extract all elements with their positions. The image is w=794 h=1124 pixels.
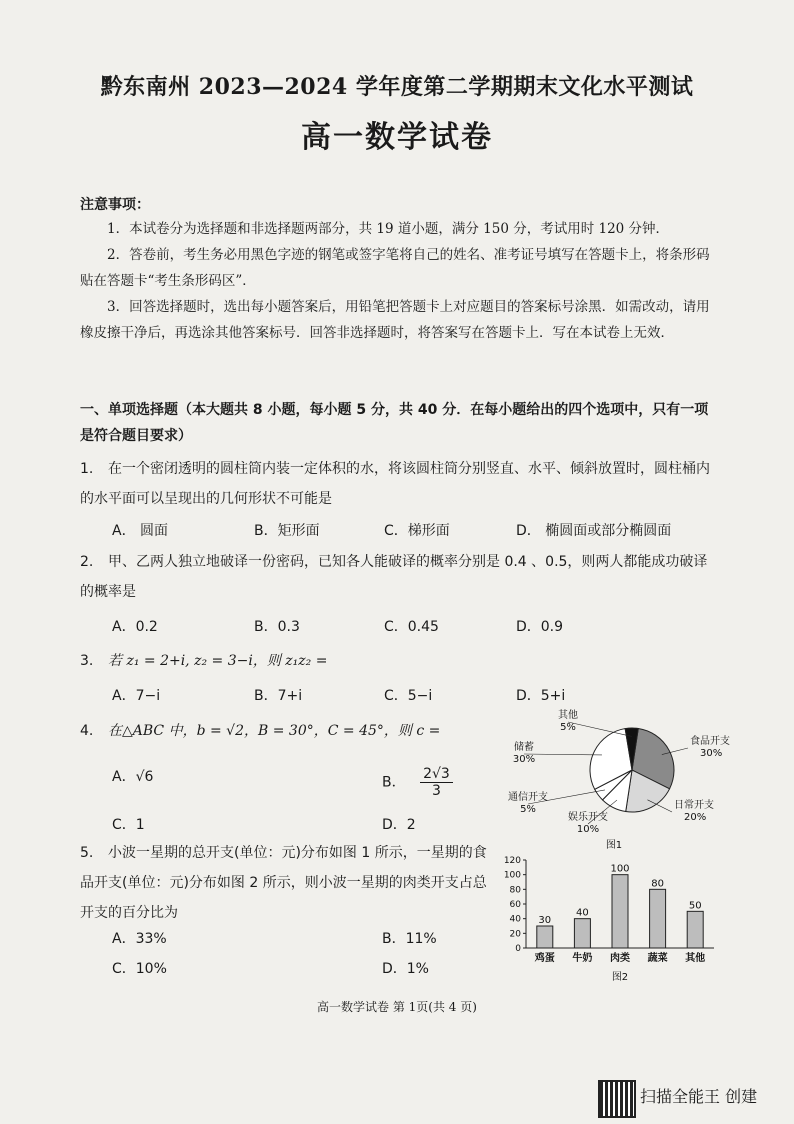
x-tick-label: 鸡蛋	[534, 953, 555, 964]
figure-1-pie-chart	[494, 708, 734, 858]
bar-3	[612, 875, 628, 948]
pie-value-label: 5%	[520, 804, 536, 815]
bar-value-label: 30	[538, 915, 552, 926]
y-tick-label: 60	[509, 900, 521, 910]
q4-option-d: D．2	[382, 817, 416, 833]
bar-value-label: 50	[688, 900, 702, 912]
y-tick-label: 120	[503, 856, 521, 866]
bar-value-label: 40	[576, 907, 589, 919]
q1-option-c: C．梯形面	[384, 523, 450, 539]
notice-item-1: 1．本试卷分为选择题和非选择题两部分，共 19 道小题，满分 150 分，考试用时 120 分钟．	[107, 221, 670, 237]
notice-item-3: 3．回答选择题时，选出每小题答案后，用铅笔把答题卡上对应题目的答案标号涂黑．如需改动，请用橡皮擦干净后，再选涂其他答案标号．回答非选择题时，将答案写在答题卡上．写在本试卷上无效．	[80, 299, 710, 341]
question-1	[80, 454, 720, 514]
option-letter: B．	[382, 774, 406, 791]
fraction	[420, 766, 453, 799]
bar-5	[687, 911, 703, 948]
question-number: 4.	[80, 723, 94, 739]
question-2	[80, 547, 720, 607]
q2-option-d: D．0.9	[516, 619, 564, 635]
exam-title-line1: 黔东南州 2023—2024 学年度第二学期期末文化水平测试	[100, 74, 694, 100]
q4-option-c: C．1	[112, 817, 145, 833]
fraction-numerator: 2√3	[420, 766, 453, 783]
pie-label: 食品开支	[690, 736, 730, 747]
pie-value-label: 30%	[512, 754, 536, 765]
question-4	[80, 716, 500, 746]
q3-option-b: B．7+i	[254, 688, 303, 704]
x-tick-label: 其他	[685, 953, 706, 964]
question-number: 3.	[80, 653, 94, 669]
question-stem: 在一个密闭透明的圆柱筒内装一定体积的水，将该圆柱筒分别竖直、水平、倾斜放置时，圆柱桶内的水平面可以呈现出的几何形状不可能是	[80, 461, 710, 507]
q3-option-d: D．5+i	[516, 688, 566, 704]
question-number: 5.	[80, 845, 94, 861]
q2-option-b: B．0.3	[254, 619, 300, 635]
q2-option-c: C．0.45	[384, 619, 439, 635]
figure-1-caption: 图1	[605, 840, 623, 851]
pie-value-label: 5%	[560, 722, 576, 733]
y-tick-label: 20	[509, 929, 521, 940]
scanner-watermark: 扫描全能王 创建	[640, 1087, 758, 1106]
q5-option-d: D．1%	[382, 961, 429, 977]
question-stem: 甲、乙两人独立地破译一份密码，已知各人能破译的概率分别是 0.4 、0.5，则两人都能成功破译的概率是	[80, 554, 708, 600]
pie-value-label: 30%	[700, 748, 723, 759]
pie-label: 通信开支	[508, 792, 548, 803]
q3-option-c: C．5−i	[384, 688, 433, 704]
bar-value-label: 100	[610, 863, 630, 875]
y-tick-label: 100	[503, 870, 521, 881]
pie-value-label: 20%	[684, 812, 707, 823]
question-stem: 若 z₁ = 2+i, z₂ = 3−i，则 z₁z₂ =	[108, 653, 328, 669]
q1-option-b: B．矩形面	[254, 523, 320, 539]
question-stem: 在△ABC 中，b = √2，B = 30°，C = 45°，则 c =	[108, 723, 441, 739]
question-number: 2.	[80, 554, 94, 570]
figure-2-bar-chart	[494, 852, 724, 987]
question-number: 1.	[80, 461, 94, 477]
pie-label: 储蓄	[514, 742, 534, 753]
q1-option-a: A． 圆面	[112, 523, 169, 539]
x-tick-label: 蔬菜	[647, 953, 668, 964]
x-tick-label: 牛奶	[572, 953, 593, 964]
notice-heading: 注意事项：	[80, 197, 150, 213]
pie-label: 日常开支	[674, 800, 714, 811]
bar-4	[650, 889, 666, 948]
q1-option-d: D． 椭圆面或部分椭圆面	[516, 523, 672, 539]
page-footer: 高一数学试卷 第 1页(共 4 页)	[317, 1000, 477, 1014]
question-5	[80, 838, 490, 928]
y-tick-label: 0	[515, 944, 521, 954]
q5-option-c: C．10%	[112, 961, 167, 977]
q5-option-a: A．33%	[112, 931, 167, 947]
q2-option-a: A．0.2	[112, 619, 158, 635]
figure-2-caption: 图2	[611, 972, 629, 983]
question-stem: 小波一星期的总开支(单位：元)分布如图 1 所示，一星期的食品开支(单位：元)分布如图 2 所示，则小波一星期的肉类开支占总开支的百分比为	[80, 845, 487, 921]
fraction-denominator: 3	[431, 783, 441, 799]
pie-label: 其他	[558, 710, 578, 721]
bar-1	[537, 926, 553, 948]
notice-item-2: 2．答卷前，考生务必用黑色字迹的钢笔或签字笔将自己的姓名、准考证号填写在答题卡上，将条形码贴在答题卡“考生条形码区”．	[80, 247, 710, 289]
bar-value-label: 80	[651, 878, 664, 890]
y-tick-label: 40	[509, 914, 521, 925]
pie-leader-line	[524, 754, 602, 755]
y-tick-label: 80	[509, 885, 521, 896]
question-3	[80, 646, 720, 676]
qr-code-icon	[598, 1080, 636, 1118]
q5-option-b: B．11%	[382, 931, 437, 947]
pie-value-label: 10%	[576, 824, 600, 835]
q4-option-b	[382, 766, 453, 799]
pie-label: 娱乐开支	[568, 812, 608, 823]
exam-title-line2: 高一数学试卷	[301, 120, 493, 155]
bar-2	[574, 919, 590, 948]
x-tick-label: 肉类	[610, 953, 630, 964]
q3-option-a: A．7−i	[112, 688, 161, 704]
q4-option-a: A．√6	[112, 769, 154, 785]
section1-heading: 一、单项选择题（本大题共 8 小题，每小题 5 分，共 40 分．在每小题给出的四个选项中，只有一项是符合题目要求）	[80, 402, 709, 444]
